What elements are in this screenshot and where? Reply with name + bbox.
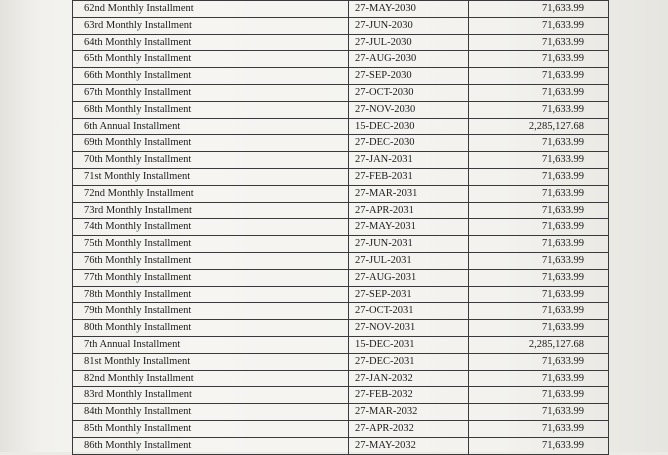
installment-date: 27-OCT-2031 (349, 303, 469, 320)
installment-name: 74th Monthly Installment (73, 219, 349, 236)
installment-amount: 71,633.99 (469, 269, 609, 286)
installment-name: 65th Monthly Installment (73, 51, 349, 68)
table-row (73, 236, 609, 253)
installment-amount: 71,633.99 (469, 387, 609, 404)
table-row (73, 269, 609, 286)
installment-date: 27-SEP-2030 (349, 68, 469, 85)
table-row (73, 404, 609, 421)
installment-date: 15-DEC-2031 (349, 336, 469, 353)
table-row (73, 1, 609, 18)
installment-name: 66th Monthly Installment (73, 68, 349, 85)
installment-rows (73, 1, 609, 455)
table-row-annual (73, 336, 609, 353)
installment-name: 77th Monthly Installment (73, 269, 349, 286)
installment-date: 27-JUN-2031 (349, 236, 469, 253)
installment-amount: 71,633.99 (469, 219, 609, 236)
installment-name: 84th Monthly Installment (73, 404, 349, 421)
installment-name: 64th Monthly Installment (73, 34, 349, 51)
table-row (73, 17, 609, 34)
table-row (73, 135, 609, 152)
table-row-annual (73, 118, 609, 135)
table-row (73, 68, 609, 85)
installment-name: 72nd Monthly Installment (73, 185, 349, 202)
installment-amount: 71,633.99 (469, 84, 609, 101)
installment-name: 73rd Monthly Installment (73, 202, 349, 219)
installment-name: 86th Monthly Installment (73, 437, 349, 454)
table-row (73, 202, 609, 219)
installment-amount: 71,633.99 (469, 303, 609, 320)
installment-amount: 71,633.99 (469, 1, 609, 18)
installment-name: 68th Monthly Installment (73, 101, 349, 118)
installment-date: 27-MAY-2030 (349, 1, 469, 18)
installment-date: 27-DEC-2030 (349, 135, 469, 152)
installment-name: 80th Monthly Installment (73, 320, 349, 337)
installment-date: 27-APR-2032 (349, 420, 469, 437)
installment-amount: 71,633.99 (469, 420, 609, 437)
installment-amount: 71,633.99 (469, 68, 609, 85)
installment-date: 27-MAR-2031 (349, 185, 469, 202)
installment-amount: 71,633.99 (469, 17, 609, 34)
table-row (73, 387, 609, 404)
installment-name: 79th Monthly Installment (73, 303, 349, 320)
installment-date: 27-JAN-2032 (349, 370, 469, 387)
table-row (73, 84, 609, 101)
installment-amount: 71,633.99 (469, 135, 609, 152)
installment-date: 27-MAY-2031 (349, 219, 469, 236)
installment-name: 78th Monthly Installment (73, 286, 349, 303)
installment-amount: 71,633.99 (469, 51, 609, 68)
installment-name: 70th Monthly Installment (73, 152, 349, 169)
installment-date: 27-JUN-2030 (349, 17, 469, 34)
table-row (73, 420, 609, 437)
table-row (73, 303, 609, 320)
installment-date: 27-NOV-2030 (349, 101, 469, 118)
installment-amount: 71,633.99 (469, 34, 609, 51)
installment-amount: 71,633.99 (469, 185, 609, 202)
installment-date: 27-JAN-2031 (349, 152, 469, 169)
installment-amount: 2,285,127.68 (469, 336, 609, 353)
installment-amount: 71,633.99 (469, 320, 609, 337)
installment-date: 27-NOV-2031 (349, 320, 469, 337)
installment-name: 71st Monthly Installment (73, 168, 349, 185)
installment-name: 83rd Monthly Installment (73, 387, 349, 404)
installment-name: 81st Monthly Installment (73, 353, 349, 370)
installment-name: 62nd Monthly Installment (73, 1, 349, 18)
installment-schedule (72, 0, 608, 455)
installment-date: 27-AUG-2031 (349, 269, 469, 286)
installment-name: 76th Monthly Installment (73, 252, 349, 269)
table-row (73, 252, 609, 269)
installment-amount: 71,633.99 (469, 286, 609, 303)
installment-date: 27-MAY-2032 (349, 437, 469, 454)
installment-amount: 71,633.99 (469, 437, 609, 454)
installment-amount: 71,633.99 (469, 101, 609, 118)
installment-date: 27-FEB-2031 (349, 168, 469, 185)
table-row (73, 353, 609, 370)
table-row (73, 286, 609, 303)
installment-date: 27-JUL-2030 (349, 34, 469, 51)
table-row (73, 370, 609, 387)
installment-amount: 71,633.99 (469, 236, 609, 253)
table-row (73, 437, 609, 454)
installment-date: 27-OCT-2030 (349, 84, 469, 101)
installment-name: 63rd Monthly Installment (73, 17, 349, 34)
installment-name: 75th Monthly Installment (73, 236, 349, 253)
installment-amount: 71,633.99 (469, 370, 609, 387)
installment-name: 69th Monthly Installment (73, 135, 349, 152)
installment-name: 6th Annual Installment (73, 118, 349, 135)
installment-amount: 2,285,127.68 (469, 118, 609, 135)
installment-amount: 71,633.99 (469, 252, 609, 269)
installment-amount: 71,633.99 (469, 168, 609, 185)
installment-amount: 71,633.99 (469, 202, 609, 219)
installment-name: 82nd Monthly Installment (73, 370, 349, 387)
installment-date: 15-DEC-2030 (349, 118, 469, 135)
installment-date: 27-APR-2031 (349, 202, 469, 219)
installment-amount: 71,633.99 (469, 152, 609, 169)
installment-date: 27-MAR-2032 (349, 404, 469, 421)
installment-date: 27-DEC-2031 (349, 353, 469, 370)
table-row (73, 34, 609, 51)
installment-date: 27-AUG-2030 (349, 51, 469, 68)
table-row (73, 101, 609, 118)
installment-amount: 71,633.99 (469, 404, 609, 421)
installment-name: 7th Annual Installment (73, 336, 349, 353)
installment-table (72, 0, 609, 455)
installment-date: 27-JUL-2031 (349, 252, 469, 269)
installment-date: 27-FEB-2032 (349, 387, 469, 404)
table-row (73, 152, 609, 169)
table-row (73, 168, 609, 185)
installment-amount: 71,633.99 (469, 353, 609, 370)
table-row (73, 320, 609, 337)
table-row (73, 185, 609, 202)
table-row (73, 51, 609, 68)
installment-name: 85th Monthly Installment (73, 420, 349, 437)
table-row (73, 219, 609, 236)
installment-date: 27-SEP-2031 (349, 286, 469, 303)
installment-name: 67th Monthly Installment (73, 84, 349, 101)
